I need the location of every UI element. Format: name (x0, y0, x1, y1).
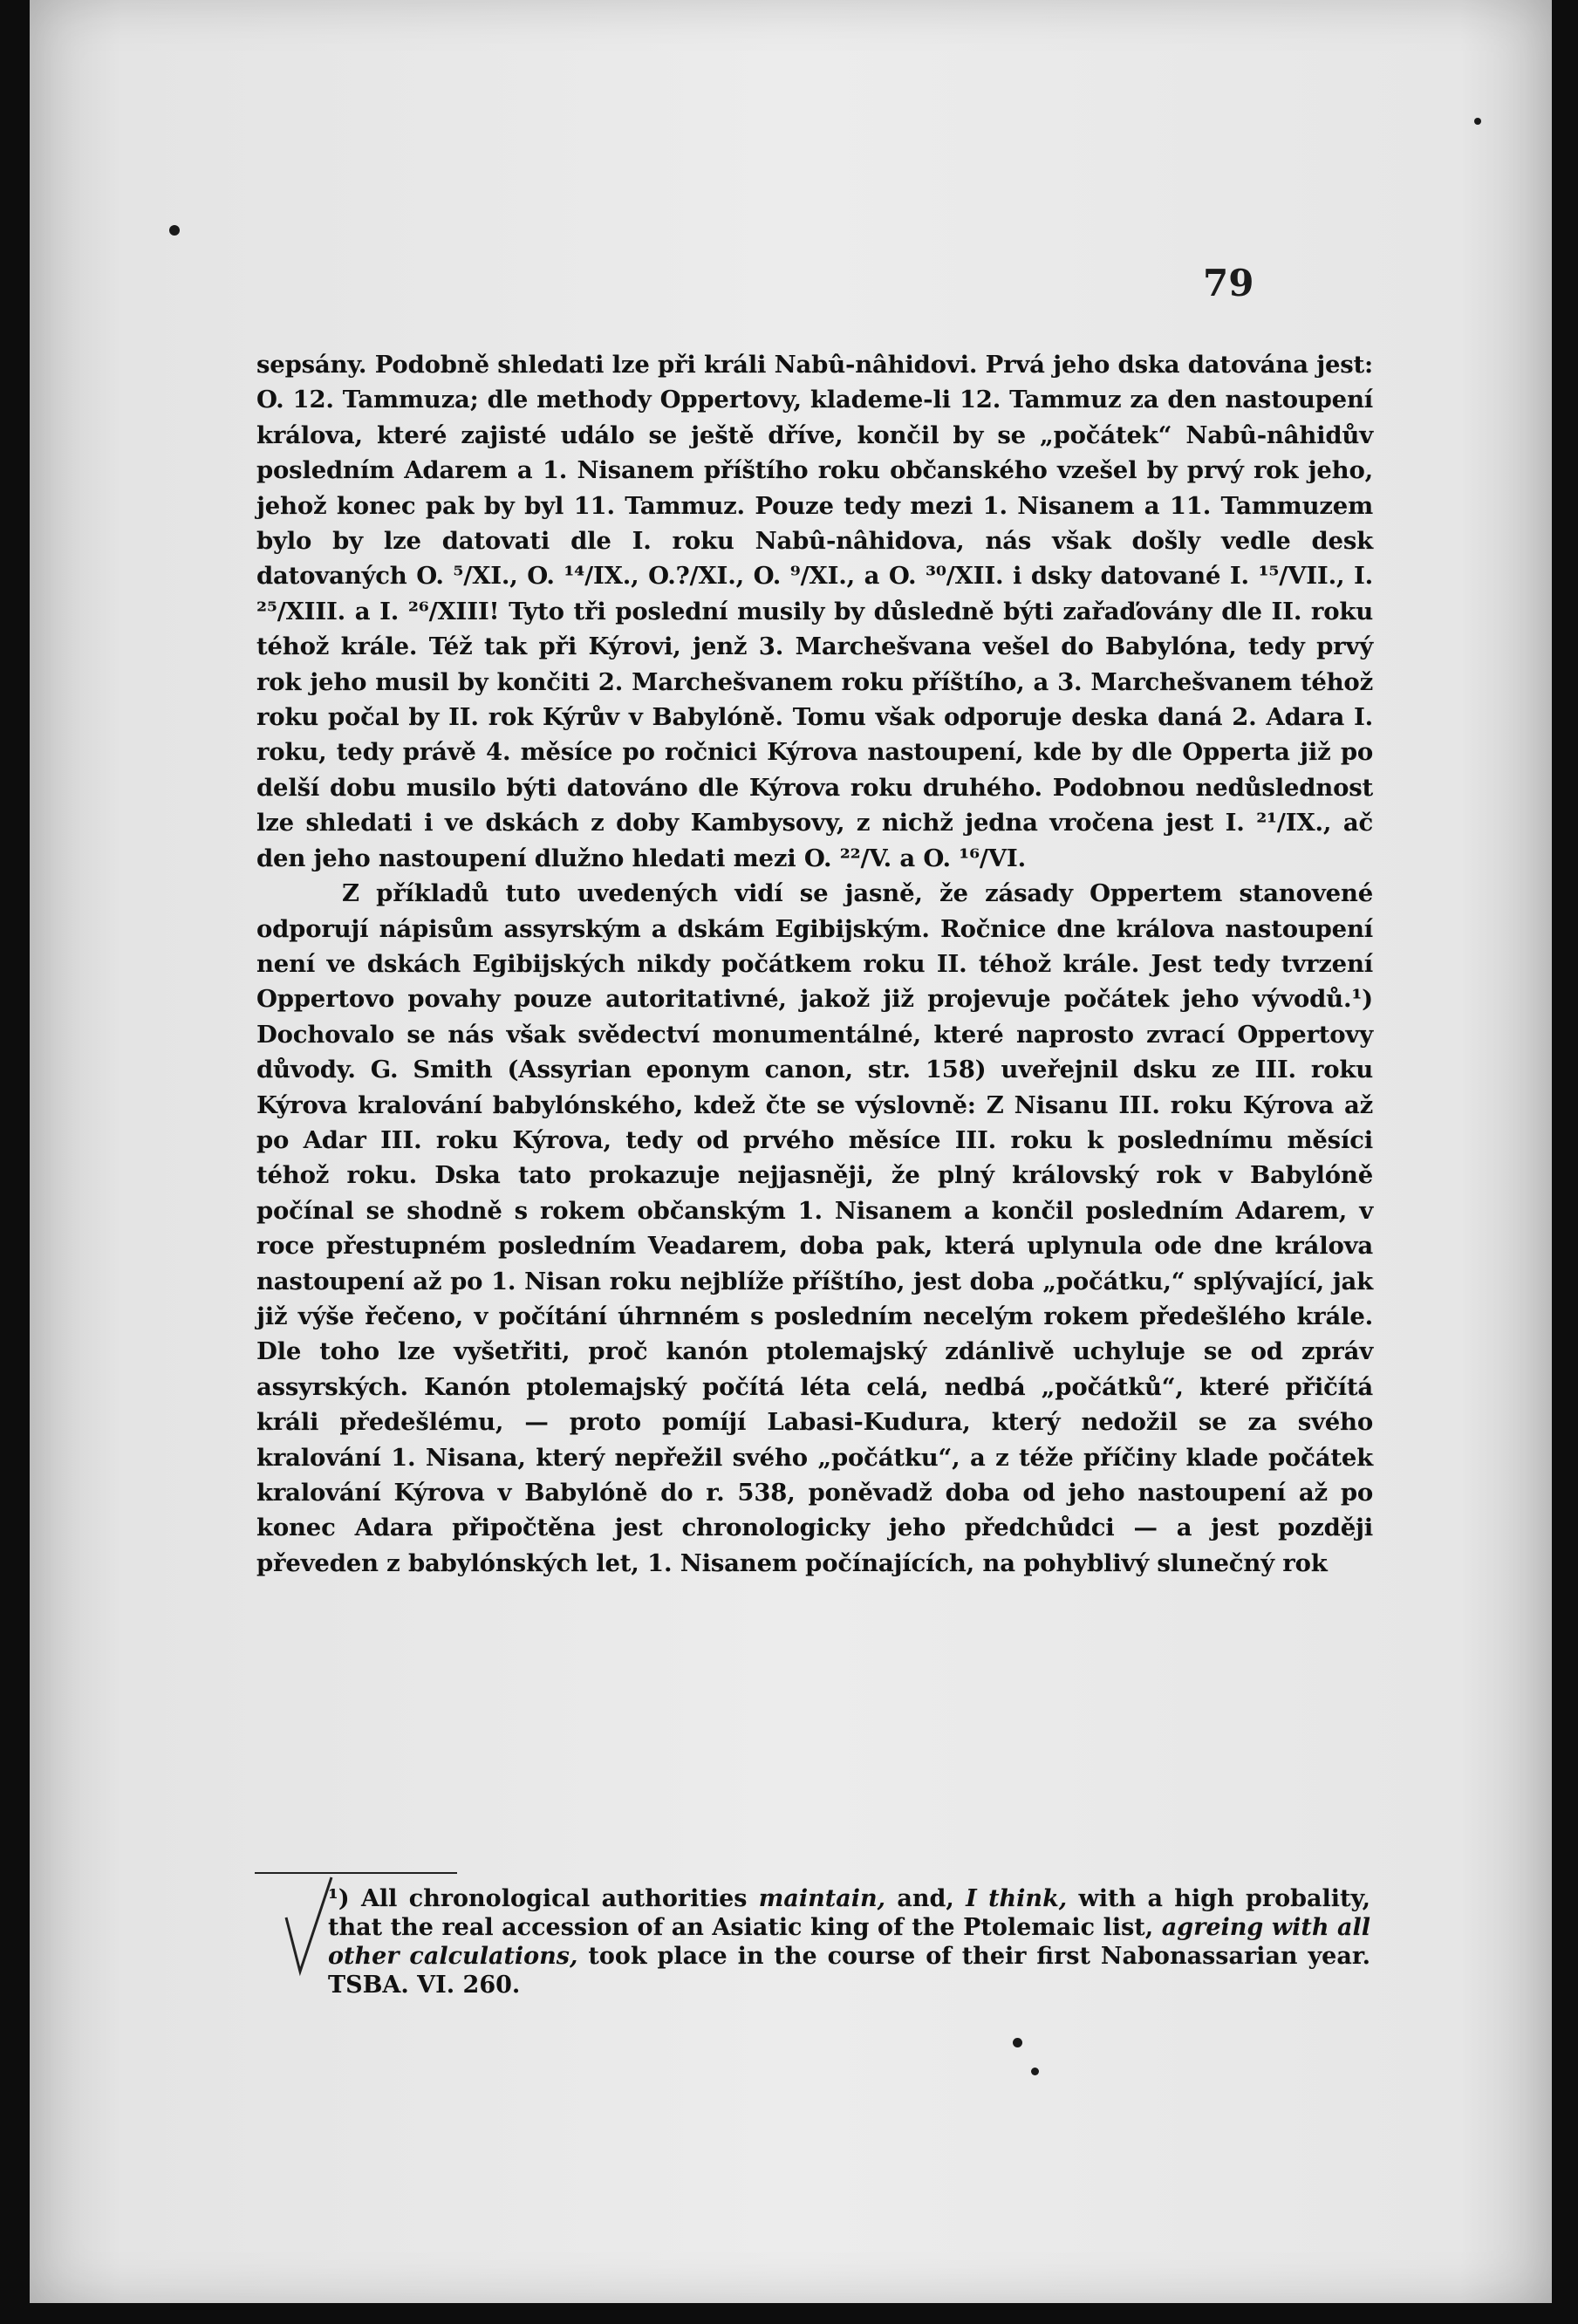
footnote-emphasis-3: agreing with all other calculations, (328, 1914, 1371, 1970)
scan-speck (1474, 118, 1481, 125)
footnote (328, 1884, 1370, 1999)
paragraph-1: sepsány. Podobně shledati lze při králi Nabû-nâhidovi. Prvá jeho dska datována jest: O. 12. Tammuza; dle methody Oppertovy, klademe-li 12. Tammuz za den nastoupení králova, které zajisté událo se ještě dříve, končil by se „počátek“ Nabû-nâhidův posledním Adarem a 1. Nisanem příštího roku občanského vzešel by prvý rok jeho, jehož konec pak by byl 11. Tammuz. Pouze tedy mezi 1. Nisanem a 11. Tammuzem bylo by lze datovati dle I. roku Nabû-nâhidova, nás však došly vedle desk datovaných O. ⁵/XI., O. ¹⁴/IX., O.?/XI., O. ⁹/XI., a O. ³⁰/XII. i dsky datované I. ¹⁵/VII., I. ²⁵/XIII. a I. ²⁶/XIII! Tyto tři poslední musily by důsledně býti zařaďovány dle II. roku téhož krále. Též tak při Kýrovi, jenž 3. Marchešvana vešel do Babylóna, tedy prvý rok jeho musil by končiti 2. Marchešvanem roku příštího, a 3. Marchešvanem téhož roku počal by II. rok Kýrův v Babylóně. Tomu však odporuje deska daná 2. Adara I. roku, tedy právě 4. měsíce po ročnici Kýrova nastoupení, kde by dle Opperta již po delší dobu musilo býti datováno dle Kýrova roku druhého. Podobnou nedůslednost lze shledati i ve dskách z doby Kambysovy, z nichž jedna vročena jest I. ²¹/IX., ač den jeho nastoupení dlužno hledati mezi O. ²²/V. a O. ¹⁶/VI. (256, 351, 1373, 872)
footnote-emphasis-2: I think, (966, 1885, 1068, 1912)
footnote-tail: took place in the course of their first Nabonassarian year. TSBA. VI. 260. (328, 1943, 1370, 1999)
footnote-marker: ¹) (328, 1885, 350, 1912)
scan-speck (1031, 2068, 1039, 2075)
footnote-emphasis-1: maintain, (758, 1885, 886, 1912)
footnote-mid-1: and, (897, 1885, 954, 1912)
footnote-mid-2: with a high probality, that the real accession of an Asiatic king of the Ptolemaic list, (328, 1885, 1371, 1941)
paragraph-2: Z příkladů tuto uvedených vidí se jasně, že zásady Oppertem stanovené odporují nápisům assyrským a dskám Egibijským. Ročnice dne králova nastoupení není ve dskách Egibijských nikdy počátkem roku II. téhož krále. Jest tedy tvrzení Oppertovo povahy pouze autoritativné, jakož již projevuje počátek jeho vývodů.¹) Dochovalo se nás však svědectví monumentálné, které naprosto zvrací Oppertovy důvody. G. Smith (Assyrian eponym canon, str. 158) uveřejnil dsku ze III. roku Kýrova kralování babylónského, kdež čte se výslovně: Z Nisanu III. roku Kýrova až po Adar III. roku Kýrova, tedy od prvého měsíce III. roku k poslednímu měsíci téhož roku. Dska tato prokazuje nejjasněji, že plný královský rok v Babylóně počínal se shodně s rokem občanským 1. Nisanem a končil posledním Adarem, v roce přestupném posledním Veadarem, doba pak, která uplynula ode dne králova nastoupení až po 1. Nisan roku nejblíže příštího, jest doba „počátku,“ splývající, jak již výše řečeno, v počítání úhrnném s posledním necelým rokem předešlého krále. Dle toho lze vyšetřiti, proč kanón ptolemajský zdánlivě uchyluje se od zpráv assyrských. Kanón ptolemajský počítá léta celá, nedbá „počátků“, které přičítá králi předešlému, — proto pomíjí Labasi-Kudura, který nedožil se za svého kralování 1. Nisana, který nepřežil svého „počátku“, a z téže příčiny klade počátek kralování Kýrova v Babylóně do r. 538, poněvadž doba od jeho nastoupení až po konec Adara připočtěna jest chronologicky jeho předchůdci — a jest později převeden z babylónských let, 1. Nisanem počínajících, na pohyblivý slunečný rok (256, 879, 1373, 1577)
footnote-lead: All chronological authorities (360, 1885, 748, 1912)
scan-speck (169, 225, 180, 236)
scan-speck (1013, 2038, 1022, 2047)
scanned-page (30, 0, 1552, 2303)
page-number: 79 (1203, 262, 1254, 304)
body-text (256, 347, 1373, 1581)
